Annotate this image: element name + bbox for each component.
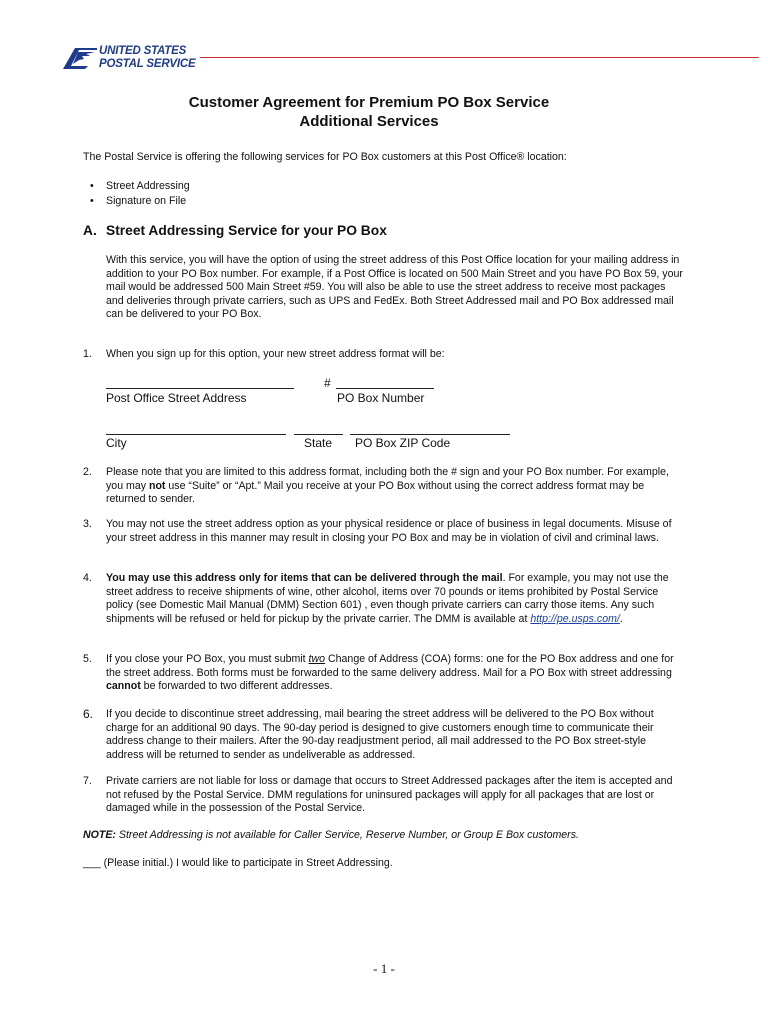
emphasis-cannot: cannot	[106, 680, 141, 692]
intro-text: The Postal Service is offering the following services for PO Box customers at this Post Office® location:	[83, 151, 567, 163]
item-text-part: use “Suite” or “Apt.” Mail you receive at your PO Box without using the correct address format may be returned to sender.	[106, 479, 645, 505]
item-text: Private carriers are not liable for loss or damage that occurs to Street Addressed packages after the item is accepted and not refused by the Postal Service. DMM regulations for uninsured packages will apply for all packages that are lost or damaged while in the possession of the Postal Service.	[106, 775, 673, 814]
header-rule	[200, 57, 759, 58]
section-heading	[83, 222, 387, 239]
eagle-icon	[62, 46, 98, 70]
note-text	[83, 829, 579, 843]
section-paragraph: With this service, you will have the option of using the street address of this Post Office location for your mailing address in addition to your PO Box number. For example, if a Post Office is located on 500 Main Street and you have PO Box 59, your mail would be addressed 500 Main Street #59. You will also be able to use the street address to receive most packages and deliveries through private carriers, such as UPS and FedEx. Both Street Addressed mail and PO Box addressed mail can be delivered to your PO Box.	[106, 254, 683, 320]
city-line	[106, 434, 286, 435]
street-address-line	[106, 388, 294, 389]
list-item-4	[83, 572, 686, 626]
city-label: City	[106, 436, 127, 450]
item-text: If you decide to discontinue street addressing, mail bearing the street address will be delivered to the PO Box without charge for an additional 90 days. The 90-day period is designed to give customers enough time to communicate their address change to their mailers. After the 90-day readjustment period, all mail addressed to the PO Box street-style address will be returned to sender as undeliverable as addressed.	[106, 708, 654, 761]
state-label: State	[304, 436, 333, 450]
item-number: 2.	[83, 466, 92, 478]
page-number: - 1 -	[373, 961, 395, 976]
item-text	[106, 572, 686, 626]
list-item-2	[83, 466, 686, 507]
street-address-label: Post Office Street Address	[106, 391, 247, 405]
emphasis-two: two	[308, 653, 326, 665]
page-title	[0, 93, 738, 131]
hash-sign: #	[324, 376, 331, 390]
state-line	[294, 434, 343, 435]
item-number: 7.	[83, 775, 92, 787]
item-text-part: If you close your PO Box, you must submit	[106, 653, 309, 665]
list-item-5	[83, 653, 686, 694]
item-text-part: .	[619, 612, 623, 625]
list-item-1	[83, 348, 686, 362]
section-title: Street Addressing Service for your PO Box	[106, 223, 387, 238]
emphasis-not: not	[148, 479, 166, 492]
services-list	[90, 180, 190, 210]
note-body: Street Addressing is not available for Caller Service, Reserve Number, or Group E Box customers.	[115, 829, 579, 841]
dmm-link[interactable]: http://pe.usps.com/	[530, 612, 620, 625]
logo-line-2: POSTAL SERVICE	[99, 58, 196, 70]
initial-line	[83, 857, 393, 871]
item-text-part: . For example, you may not use the street address to receive shipments of wine, other alcohol, items over 70 pounds or items prohibited by Postal Service policy (see Domestic Mail Manual (DMM) Section 601) , even though private carriers can carry those items. Any such shipments will be refused or held for pickup by the private carrier. The DMM is available at	[106, 572, 669, 625]
item-number: 1.	[83, 348, 92, 360]
logo-line-1: UNITED STATES	[99, 45, 187, 57]
item-text-part: be forwarded to two different addresses.	[140, 680, 333, 692]
title-line-1: Customer Agreement for Premium PO Box Service	[188, 94, 550, 111]
item-number: 6.	[83, 707, 94, 721]
usps-logo	[62, 44, 202, 72]
initial-blank[interactable]: ___	[83, 857, 101, 869]
initial-text: (Please initial.) I would like to participate in Street Addressing.	[100, 857, 393, 869]
po-box-number-line	[336, 388, 434, 389]
item-bold-lead: You may use this address only for items that can be delivered through the mail	[106, 572, 503, 584]
zip-line	[350, 434, 510, 435]
item-text	[106, 653, 686, 694]
section-letter: A.	[83, 223, 97, 238]
list-item-3	[83, 518, 686, 545]
list-item-7	[83, 775, 686, 816]
item-text: When you sign up for this option, your new street address format will be:	[106, 348, 445, 360]
title-line-2: Additional Services	[299, 113, 439, 130]
po-box-number-label: PO Box Number	[337, 391, 425, 405]
item-text: You may not use the street address option as your physical residence or place of business in legal documents. Misuse of your street address in this manner may result in closing your PO Box and may be in violation of civil and criminal laws.	[106, 518, 672, 544]
list-item: • Street Addressing	[90, 180, 190, 195]
note-label: NOTE:	[83, 829, 116, 841]
item-number: 5.	[83, 653, 92, 665]
list-item: • Signature on File	[90, 195, 190, 210]
item-number: 3.	[83, 518, 92, 530]
item-text-part: Please note that you are limited to this address format, including both the # sign and your PO Box number. For example, you may	[106, 466, 669, 492]
item-number: 4.	[83, 572, 92, 584]
list-item-6	[83, 708, 686, 762]
logo-wordmark	[99, 45, 195, 71]
item-text-part: Change of Address (COA) forms: one for the PO Box address and one for the street address. Both forms must be forwarded to the same delivery address. Mail for a PO Box with street addressing	[106, 653, 674, 679]
zip-label: PO Box ZIP Code	[355, 436, 451, 450]
item-text	[106, 466, 686, 507]
